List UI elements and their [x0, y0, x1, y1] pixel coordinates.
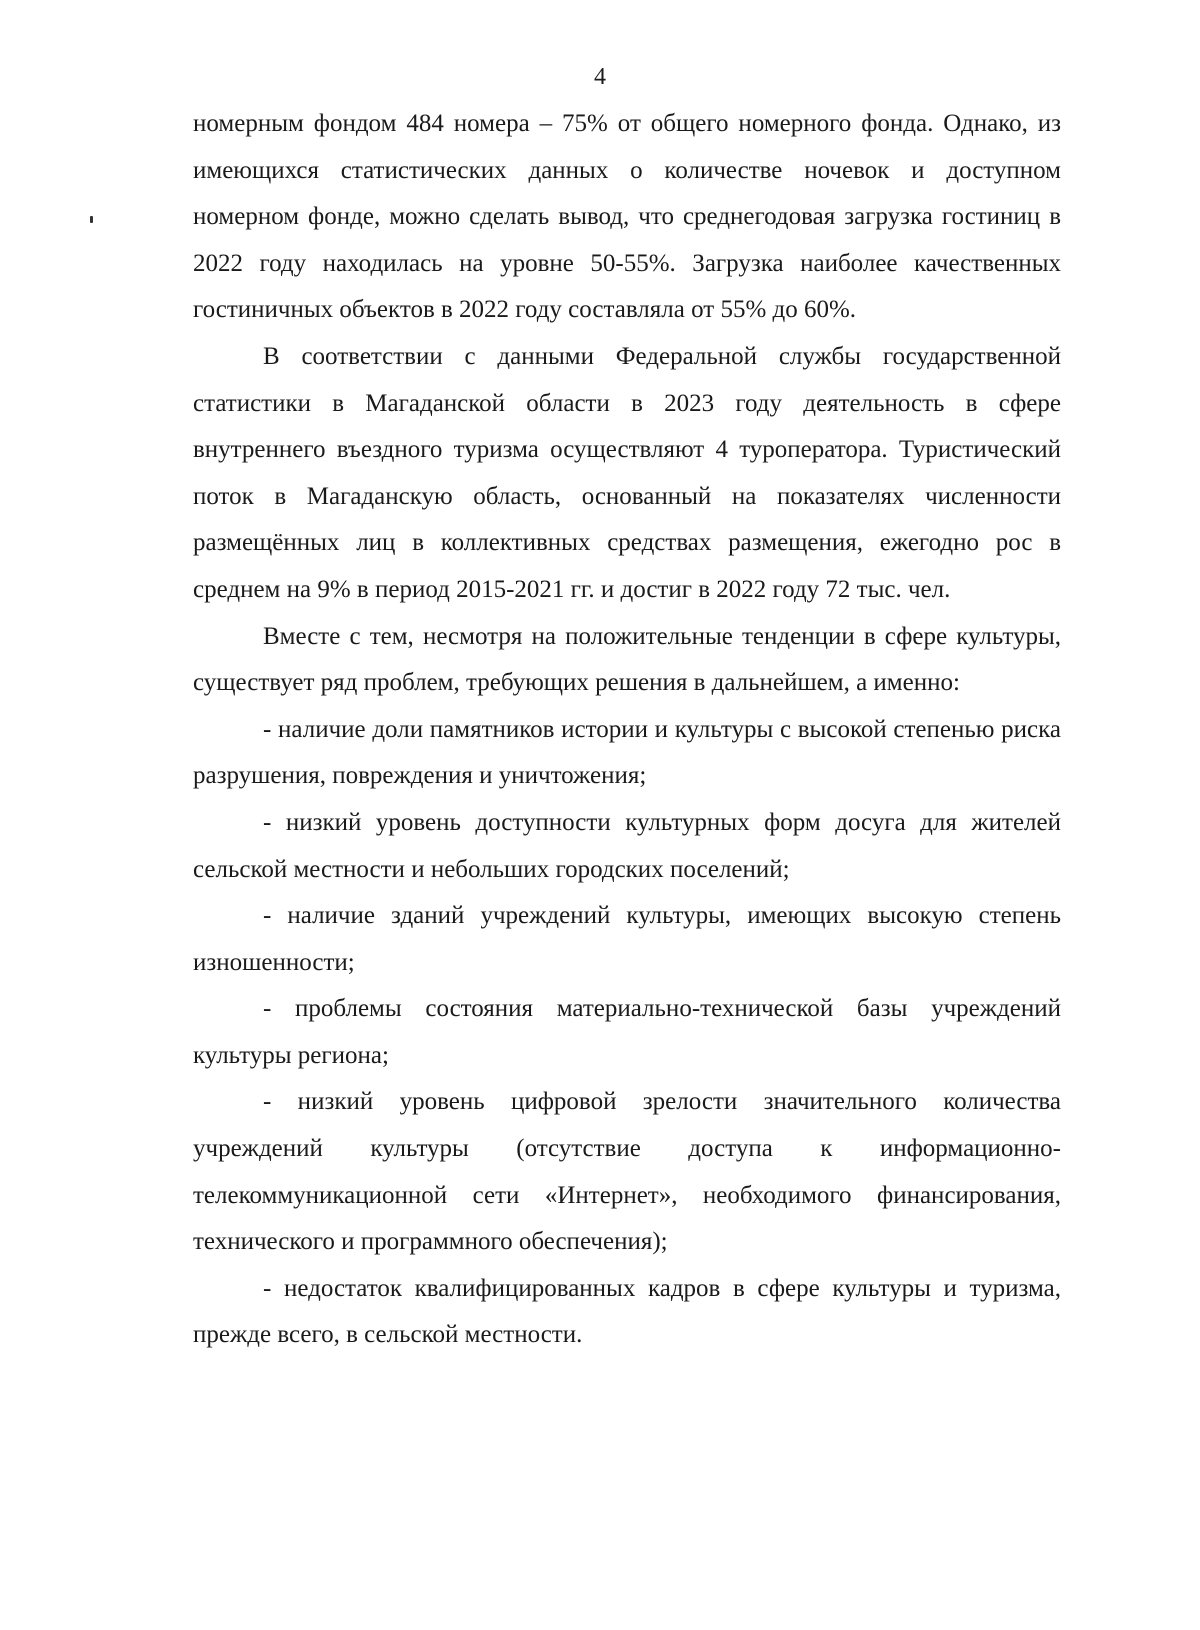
- scan-speck: [90, 216, 93, 223]
- list-item-leisure-access: - низкий уровень доступности культурных форм досуга для жителей сельской местности и небольших городских поселений;: [193, 808, 1061, 883]
- paragraph-problems-intro: Вместе с тем, несмотря на положительные тенденции в сфере культуры, существует ряд проблем, требующих решения в дальнейшем, а именно:: [193, 622, 1061, 697]
- list-item-monuments: - наличие доли памятников истории и культуры с высокой степенью риска разрушения, повреждения и уничтожения;: [193, 715, 1061, 790]
- list-item-digital-maturity: - низкий уровень цифровой зрелости значительного количества учреждений культуры (отсутствие доступа к информационно-телекоммуникационной сети «Интернет», необходимого финансирования, технического и программного обеспечения);: [193, 1088, 1061, 1256]
- list-item-staff-shortage: - недостаток квалифицированных кадров в сфере культуры и туризма, прежде всего, в сельской местности.: [193, 1274, 1061, 1349]
- paragraph-tourism-statistics: В соответствии с данными Федеральной службы государственной статистики в Магаданской области в 2023 году деятельность в сфере внутреннего въездного туризма осуществляют 4 туроператора. Туристический поток в Магаданскую область, основанный на показателях численности размещённых лиц в коллективных средствах размещения, ежегодно рос в среднем на 9% в период 2015-2021 гг. и достиг в 2022 году 72 тыс. чел.: [193, 342, 1061, 603]
- list-item-material-base: - проблемы состояния материально-технической базы учреждений культуры региона;: [193, 995, 1061, 1069]
- page-number: 4: [594, 64, 606, 90]
- list-item-buildings: - наличие зданий учреждений культуры, имеющих высокую степень изношенности;: [193, 902, 1061, 976]
- document-body: [193, 101, 1061, 1359]
- paragraph-hotel-occupancy: номерным фондом 484 номера – 75% от общего номерного фонда. Однако, из имеющихся статистических данных о количестве ночевок и доступном номерном фонде, можно сделать вывод, что среднегодовая загрузка гостиниц в 2022 году находилась на уровне 50-55%. Загрузка наиболее качественных гостиничных объектов в 2022 году составляла от 55% до 60%.: [193, 110, 1061, 324]
